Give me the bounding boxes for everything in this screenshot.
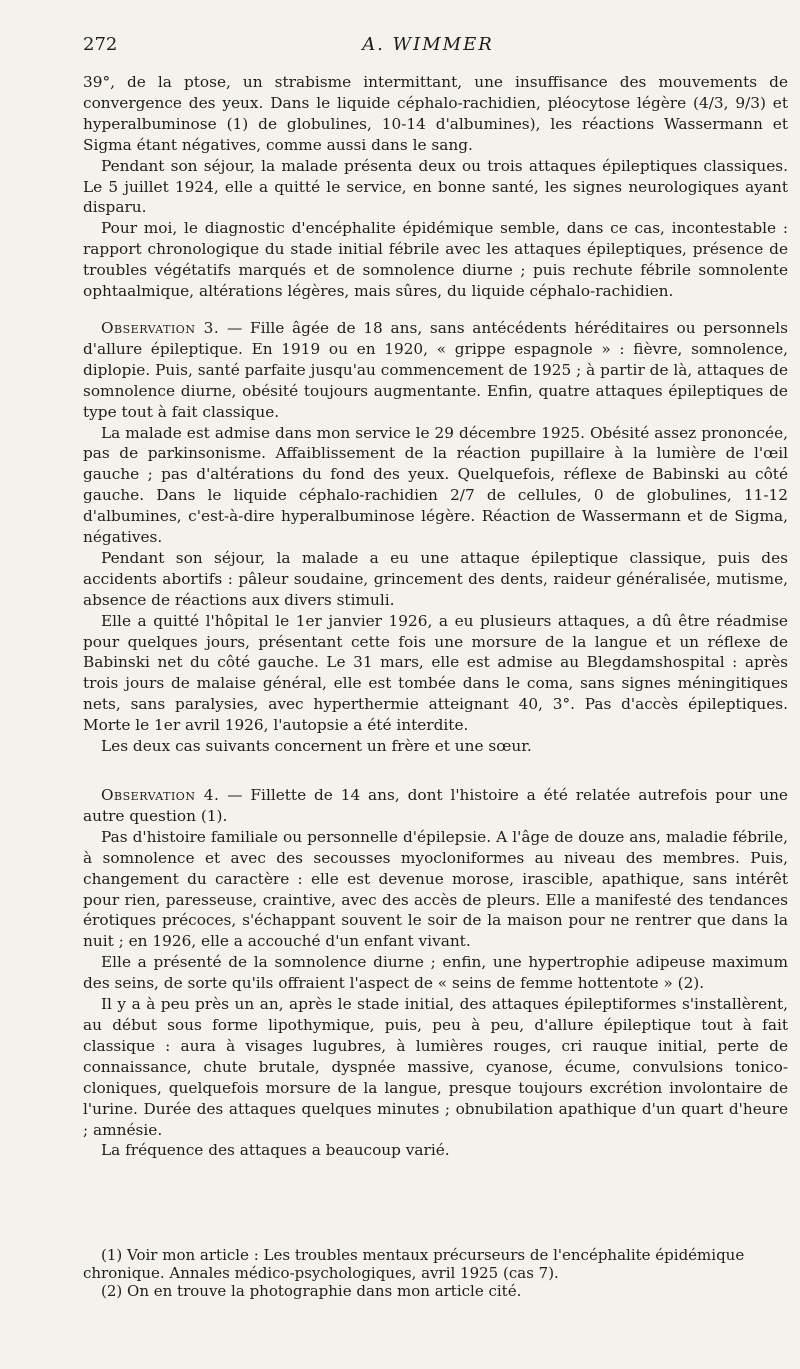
footnote-mark: (2): [101, 1282, 123, 1300]
paragraph-text: — Fillette de 14 ans, dont l'histoire a été relatée autrefois pour une autre question (1).: [83, 786, 788, 825]
paragraph: Pendant son séjour, la malade présenta deux ou trois attaques épileptiques classiques. Le 5 juillet 1924, elle a quitté le service, en bonne santé, les signes neurologiques ayant disparu.: [83, 156, 788, 217]
footnote: [83, 1246, 788, 1282]
paragraph: Pour moi, le diagnostic d'encéphalite épidémique semble, dans ce cas, incontestable : rapport chronologique du stade initial fébrile avec les attaques épileptiques, présence de troubles végétatifs marqués et de somnolence diurne ; puis rechute fébrile somnolente ophtaalmique, altérations légères, mais sûres, du liquide céphalo-rachidien.: [83, 219, 788, 301]
footnote: [83, 1282, 788, 1300]
paragraph: Il y a à peu près un an, après le stade initial, des attaques épileptiformes s'installèrent, au début sous forme lipothymique, puis, peu à peu, d'allure épileptique tout à fait classique : aura à visages lugubres, à lumières rouges, cri rauque initial, perte de connaissance, chute brutale, dyspnée massive, cyanose, écume, convulsions tonico-cloniques, quelquefois morsure de la langue, presque toujours excrétion involontaire de l'urine. Durée des attaques quelques minutes ; obnubilation apathique d'un quart d'heure ; amnésie.: [83, 995, 788, 1139]
footnote-mark: (1): [101, 1246, 123, 1264]
paragraph: Elle a quitté l'hôpital le 1er janvier 1926, a eu plusieurs attaques, a dû être réadmise pour quelques jours, présentant cette fois une morsure de la langue et un réflexe de Babinski net du côté gauche. Le 31 mars, elle est admise au Blegdamshospital : après trois jours de malaise général, elle est tombée dans le coma, sans signes méningitiques nets, sans paralysies, avec hyperthermie atteignant 40, 3°. Pas d'accès épileptiques. Morte le 1er avril 1926, l'autopsie a été interdite.: [83, 611, 788, 735]
footnote-text: Voir mon article : Les troubles mentaux précurseurs de l'encéphalite épidémique chronique. Annales médico-psychologiques, avril 1925 (cas 7).: [83, 1246, 745, 1282]
observation-paragraph: [83, 318, 788, 423]
observation-paragraph: [83, 785, 788, 827]
paragraph: Pendant son séjour, la malade a eu une attaque épileptique classique, puis des accidents abortifs : pâleur soudaine, grincement des dents, raideur généralisée, mutisme, absence de réactions aux divers stimuli.: [83, 548, 788, 609]
footnote-text: On en trouve la photographie dans mon article cité.: [122, 1282, 522, 1300]
paragraph: La fréquence des attaques a beaucoup varié.: [101, 1141, 450, 1160]
paragraph: Elle a présenté de la somnolence diurne ; enfin, une hypertrophie adipeuse maximum des seins, de sorte qu'ils offraient l'aspect de « seins de femme hottentote » (2).: [83, 953, 788, 993]
footnotes: [83, 1246, 788, 1300]
paragraph: La malade est admise dans mon service le 29 décembre 1925. Obésité assez prononcée, pas de parkinsonisme. Affaiblissement de la réaction pupillaire à la lumière de l'œil gauche ; pas d'altérations du fond des yeux. Quelquefois, réflexe de Babinski au côté gauche. Dans le liquide céphalo-rachidien 2/7 de cellules, 0 de globulines, 11-12 d'albumines, c'est-à-dire hyperalbuminose légère. Réaction de Wassermann et de Sigma, négatives.: [83, 423, 788, 547]
paragraph: 39°, de la ptose, un strabisme intermittant, une insuffisance des mouvements de convergence des yeux. Dans le liquide céphalo-rachidien, pléocytose légère (4/3, 9/3) et hyperalbuminose (1) de globulines, 10-14 d'albumines), les réactions Wassermann et Sigma étant négatives, comme aussi dans le sang.: [83, 73, 788, 154]
paragraph: Les deux cas suivants concernent un frère et une sœur.: [101, 737, 532, 756]
page-header: [83, 34, 773, 58]
running-head: A. WIMMER: [362, 34, 494, 55]
observation-label: Observation 3.: [101, 318, 220, 337]
paragraph: Pas d'histoire familiale ou personnelle d'épilepsie. A l'âge de douze ans, maladie fébrile, à somnolence et avec des secousses myocloniformes au niveau des membres. Puis, changement du caractère : elle est devenue morose, irascible, apathique, sans intérêt pour rien, paresseuse, craintive, avec des accès de pleurs. Elle a manifesté des tendances érotiques précoces, s'échappant souvent le soir de la maison pour ne rentrer que dans la nuit ; en 1926, elle a accouché d'un enfant vivant.: [83, 827, 788, 951]
page-number: 272: [83, 34, 118, 55]
paragraph-text: — Fille âgée de 18 ans, sans antécédents héréditaires ou personnels d'allure épileptique. En 1919 ou en 1920, « grippe espagnole » : fièvre, somnolence, diplopie. Puis, santé parfaite jusqu'au commencement de 1925 ; à partir de là, attaques de somnolence diurne, obésité toujours augmentante. Enfin, quatre attaques épileptiques de type tout à fait classique.: [83, 318, 789, 421]
observation-label: Observation 4.: [101, 786, 220, 804]
body-text: [83, 72, 788, 1161]
